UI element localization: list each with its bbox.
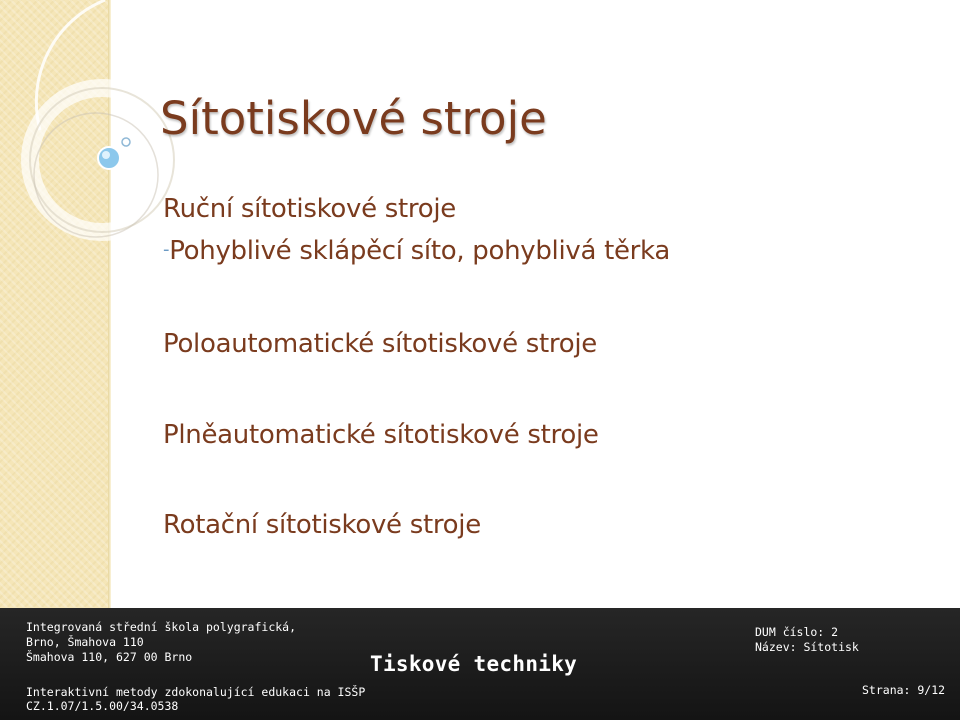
bullet-item-5 bbox=[163, 510, 481, 540]
footer-course-title: Tiskové techniky bbox=[370, 652, 578, 676]
bullet-text: Ruční sítotiskové stroje bbox=[163, 194, 456, 224]
dash-prefix: - bbox=[163, 239, 170, 260]
bullet-text: Plněautomatické sítotiskové stroje bbox=[163, 420, 599, 450]
slide-title: Sítotiskové stroje bbox=[160, 92, 547, 145]
bullet-text: Rotační sítotiskové stroje bbox=[163, 510, 481, 540]
school-name-line1: Integrovaná střední škola polygrafická, bbox=[26, 620, 297, 634]
bullet-text: Pohyblivé sklápěcí síto, pohyblivá těrka bbox=[169, 236, 670, 266]
footer-bar bbox=[0, 608, 960, 720]
bullet-text: Poloautomatické sítotiskové stroje bbox=[163, 329, 597, 359]
bullet-item-1 bbox=[163, 194, 456, 224]
dum-number: DUM číslo: 2 bbox=[755, 625, 839, 639]
school-address: Šmahova 110, 627 00 Brno bbox=[26, 650, 193, 664]
bullet-item-3 bbox=[163, 329, 597, 359]
school-name-line2: Brno, Šmahova 110 bbox=[26, 635, 144, 649]
bullet-item-4 bbox=[163, 420, 599, 450]
page-number: Strana: 9/12 bbox=[862, 683, 946, 697]
program-name: Interaktivní metody zdokonalující edukaci na ISŠP bbox=[26, 685, 366, 699]
bullet-item-2 bbox=[163, 236, 670, 266]
topic-name: Název: Sítotisk bbox=[755, 640, 859, 654]
program-code: CZ.1.07/1.5.00/34.0538 bbox=[26, 699, 179, 713]
blue-bubble-icon bbox=[98, 147, 120, 169]
